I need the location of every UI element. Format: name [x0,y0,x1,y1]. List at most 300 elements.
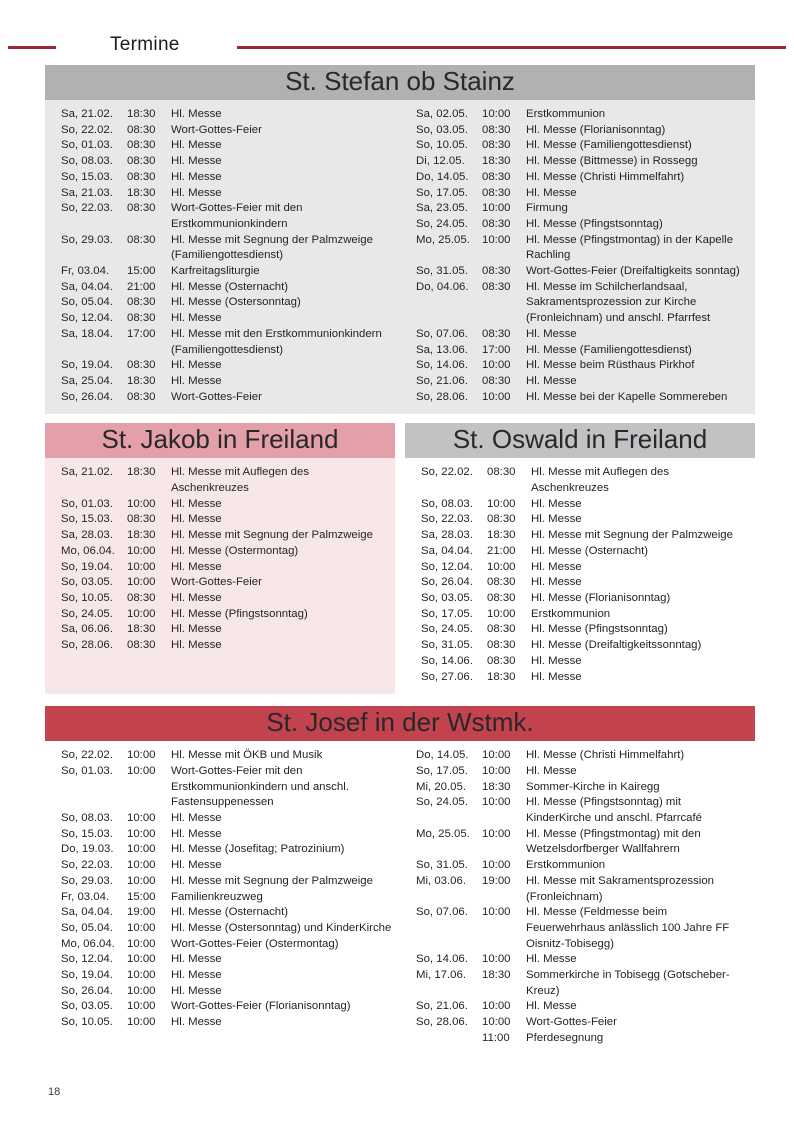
schedule-row [405,670,755,686]
entry-date: So, 14.06. [416,359,468,372]
schedule-row [405,638,755,654]
entry-desc: Wort-Gottes-Feier [526,1016,617,1029]
entry-desc: Hl. Messe (Christi Himmelfahrt) [526,749,685,762]
schedule-row [400,390,755,406]
schedule-row [400,905,755,952]
entry-date: So, 14.06. [421,654,473,667]
entry-time: 08:30 [127,170,156,183]
entry-date: So, 22.03. [61,859,113,872]
entry-desc: Hl. Messe mit den Erstkommunionkindern (Familiengottesdienst) [171,327,382,356]
entry-date: So, 15.03. [61,513,113,526]
entry-desc: Hl. Messe [171,827,222,840]
entry-date: Fr, 03.04. [61,265,110,278]
schedule-row [405,560,755,576]
schedule-row [405,497,755,513]
schedule-row [45,512,395,528]
schedule-row [400,327,755,343]
section-st-jakob-in-freiland [45,423,395,694]
entry-time: 10:00 [127,812,156,825]
schedule-row [400,374,755,390]
entry-desc: Hl. Messe (Pfingstsonntag) mit KinderKirche und anschl. Pfarrcafé [526,796,703,825]
entry-desc: Hl. Messe [526,327,577,340]
schedule-row [400,968,755,999]
schedule-row [45,374,400,390]
entry-date: So, 28.06. [61,639,113,652]
entry-date: Sa, 21.02. [61,108,113,120]
schedule-row [45,748,400,764]
entry-desc: Hl. Messe [171,108,222,120]
entry-time: 10:00 [482,359,511,372]
entry-time: 18:30 [127,374,156,387]
entry-time: 18:30 [127,529,156,542]
entry-time: 08:30 [127,155,156,168]
entry-time: 08:30 [127,139,156,152]
entry-desc: Hl. Messe [171,969,222,982]
entry-desc: Hl. Messe beim Rüsthaus Pirkhof [526,359,695,372]
entry-time: 10:00 [127,953,156,966]
entry-desc: Hl. Messe (Josefitag; Patrozinium) [171,843,345,856]
schedule-column-left [45,107,400,405]
schedule-row [400,999,755,1015]
schedule-row [45,544,395,560]
schedule-row [400,280,755,327]
entry-desc: Hl. Messe [171,139,222,152]
schedule-row [45,890,400,906]
entry-date: So, 31.05. [416,265,468,278]
schedule-row [400,952,755,968]
schedule-row [45,575,395,591]
entry-date: So, 01.03. [61,139,113,152]
schedule-row [45,968,400,984]
entry-time: 08:30 [482,265,511,278]
schedule-row [400,107,755,123]
schedule-row [400,343,755,359]
entry-time: 18:30 [127,466,156,479]
entry-desc: Hl. Messe [526,953,577,966]
entry-time: 10:00 [127,749,156,762]
schedule-row [45,138,400,154]
entry-time: 10:00 [127,544,156,557]
entry-desc: Hl. Messe mit Sakramentsprozession (Fronleichnam) [526,874,715,903]
entry-date: Sa, 18.04. [61,327,113,340]
entry-date: Sa, 25.04. [61,374,113,387]
entry-desc: Hl. Messe (Feldmesse beim Feuerwehrhaus anlässlich 100 Jahre FF Oisnitz-Tobisegg) [526,906,730,950]
schedule-row [45,921,400,937]
entry-desc: Hl. Messe [526,374,577,387]
entry-time: 10:00 [482,827,511,840]
entry-desc: Hl. Messe [171,623,222,636]
entry-time: 10:00 [127,984,156,997]
schedule-row [45,264,400,280]
entry-time: 10:00 [487,607,516,620]
schedule-st-josef [45,741,755,1055]
schedule-row [405,654,755,670]
entry-desc: Hl. Messe [171,953,222,966]
entry-time: 18:30 [127,623,156,636]
schedule-row [405,575,755,591]
entry-desc: Hl. Messe (Florianisonntag) [526,123,666,136]
schedule-row [45,528,395,544]
entry-time: 10:00 [127,607,156,620]
header-rule-left [8,46,56,49]
entry-date: Do, 04.06. [416,280,469,293]
entry-date: So, 26.04. [421,576,473,589]
entry-desc: Hl. Messe mit Segnung der Palmzweige [171,529,373,542]
entry-date: Do, 19.03. [61,843,114,856]
entry-time: 08:30 [487,576,516,589]
entry-time: 10:00 [127,560,156,573]
entry-desc: Sommer-Kirche in Kairegg [526,780,660,793]
schedule-row [405,591,755,607]
entry-date: Mo, 25.05. [416,233,470,246]
entry-date: So, 26.04. [61,390,113,403]
schedule-row [400,748,755,764]
schedule-row [45,811,400,827]
entry-date: So, 21.06. [416,374,468,387]
entry-desc: Hl. Messe [531,576,582,589]
entry-time: 10:00 [482,906,511,919]
entry-time: 08:30 [487,513,516,526]
entry-time: 10:00 [482,1016,511,1029]
schedule-st-oswald [405,458,755,694]
schedule-row [45,764,400,811]
content-area [45,65,755,1056]
entry-time: 18:30 [487,670,516,683]
header-rule-right [237,46,786,49]
entry-time: 08:30 [127,390,156,403]
entry-time: 19:00 [482,874,511,887]
entry-date: Mi, 03.06. [416,874,467,887]
entry-time: 08:30 [482,374,511,387]
entry-desc: Hl. Messe [526,764,577,777]
entry-date: So, 22.03. [421,513,473,526]
entry-desc: Hl. Messe bei der Kapelle Sommereben [526,390,728,403]
entry-desc: Hl. Messe [171,859,222,872]
entry-date: Fr, 03.04. [61,890,110,903]
entry-desc: Hl. Messe (Florianisonntag) [531,591,671,604]
entry-time: 08:30 [127,639,156,652]
entry-date: So, 01.03. [61,497,113,510]
entry-date: Sa, 13.06. [416,343,468,356]
schedule-st-jakob [45,458,395,694]
schedule-row [400,217,755,233]
entry-time: 08:30 [482,327,511,340]
entry-date: Do, 14.05. [416,749,469,762]
schedule-row [400,264,755,280]
entry-date: Mo, 25.05. [416,827,470,840]
entry-time: 10:00 [482,202,511,215]
entry-desc: Wort-Gottes-Feier (Florianisonntag) [171,1000,351,1013]
entry-date: So, 14.06. [416,953,468,966]
entry-time: 19:00 [127,906,156,919]
entry-date: So, 22.03. [61,202,113,215]
entry-time: 10:00 [482,233,511,246]
page-number: 18 [48,1086,61,1098]
schedule-st-stefan [45,100,755,414]
entry-date: Sa, 06.06. [61,623,113,636]
entry-desc: Hl. Messe (Pfingstmontag) mit den Wetzelsdorfberger Wallfahrern [526,827,701,856]
schedule-row [405,622,755,638]
schedule-row [45,107,400,123]
entry-date: So, 17.05. [421,607,473,620]
entry-time: 15:00 [127,890,156,903]
schedule-row [45,154,400,170]
entry-desc: Wort-Gottes-Feier (Ostermontag) [171,937,339,950]
schedule-row [45,607,395,623]
schedule-row [45,465,395,496]
entry-date: So, 24.05. [416,217,468,230]
entry-desc: Wort-Gottes-Feier [171,576,262,589]
schedule-row [400,154,755,170]
schedule-row [45,170,400,186]
schedule-row [45,984,400,1000]
entry-date: So, 08.03. [421,497,473,510]
entry-desc: Wort-Gottes-Feier [171,390,262,403]
entry-date: So, 03.05. [416,123,468,136]
schedule-row [45,874,400,890]
entry-desc: Hl. Messe (Osternacht) [171,280,289,293]
entry-time: 10:00 [482,764,511,777]
entry-time: 10:00 [127,843,156,856]
entry-date: Sa, 23.05. [416,202,468,215]
entry-desc: Wort-Gottes-Feier (Dreifaltigkeits sonntag) [526,265,740,278]
section-title-st-stefan: St. Stefan ob Stainz [45,65,755,100]
entry-desc: Hl. Messe [531,560,582,573]
entry-desc: Hl. Messe [526,186,577,199]
entry-date: So, 22.02. [61,123,113,136]
entry-date: Mi, 20.05. [416,780,467,793]
schedule-column-right [400,107,755,405]
entry-date: So, 07.06. [416,906,468,919]
entry-time: 08:30 [482,170,511,183]
schedule-row [400,1015,755,1031]
entry-time: 08:30 [482,186,511,199]
entry-date: So, 31.05. [421,639,473,652]
entry-desc: Erstkommunion [526,859,606,872]
entry-date: So, 10.05. [61,591,113,604]
entry-date: Mo, 06.04. [61,544,115,557]
entry-desc: Hl. Messe mit Auflegen des Aschenkreuzes [531,466,670,495]
entry-desc: Wort-Gottes-Feier [171,123,262,136]
entry-desc: Pferdesegnung [526,1031,604,1044]
entry-desc: Hl. Messe [171,155,222,168]
entry-desc: Wort-Gottes-Feier mit den Erstkommunionkindern [171,202,303,230]
entry-date: Sa, 21.03. [61,186,113,199]
entry-desc: Hl. Messe (Familiengottesdienst) [526,139,692,152]
entry-date: So, 31.05. [416,859,468,872]
section-title-st-jakob: St. Jakob in Freiland [45,423,395,458]
entry-date: So, 10.05. [61,1016,113,1029]
entry-time: 08:30 [127,202,156,215]
entry-date: So, 29.03. [61,874,113,887]
schedule-row [45,1015,400,1031]
page-header [0,36,794,62]
entry-desc: Hl. Messe [171,374,222,387]
entry-time: 10:00 [127,921,156,934]
schedule-row [405,528,755,544]
entry-desc: Hl. Messe [171,984,222,997]
entry-date: So, 19.04. [61,969,113,982]
schedule-row [45,311,400,327]
schedule-row [45,560,395,576]
entry-time: 17:00 [482,343,511,356]
schedule-row [400,138,755,154]
entry-desc: Hl. Messe mit Auflegen des Aschenkreuzes [171,466,310,495]
entry-time: 08:30 [127,591,156,604]
entry-desc: Hl. Messe [171,312,222,325]
entry-date: Sa, 28.03. [61,529,113,542]
entry-date: So, 28.06. [416,1016,468,1029]
entry-desc: Hl. Messe (Ostermontag) [171,544,299,557]
schedule-row [400,858,755,874]
entry-date: So, 07.06. [416,327,468,340]
entry-date: So, 19.04. [61,359,113,372]
schedule-row [400,123,755,139]
section-title-st-oswald: St. Oswald in Freiland [405,423,755,458]
entry-date: So, 17.05. [416,764,468,777]
schedule-row [45,390,400,406]
entry-date: Mi, 17.06. [416,969,467,982]
entry-time: 21:00 [127,280,156,293]
entry-time: 08:30 [127,312,156,325]
entry-date: Sa, 21.02. [61,466,113,479]
entry-desc: Hl. Messe [531,513,582,526]
schedule-row [45,186,400,202]
entry-desc: Hl. Messe [171,513,222,526]
entry-time: 08:30 [127,513,156,526]
schedule-row [400,795,755,826]
entry-desc: Hl. Messe (Osternacht) [171,906,289,919]
entry-desc: Hl. Messe (Dreifaltigkeitssonntag) [531,639,702,652]
entry-desc: Hl. Messe (Christi Himmelfahrt) [526,170,685,183]
entry-desc: Hl. Messe [171,186,222,199]
entry-time: 10:00 [487,560,516,573]
entry-time: 08:30 [487,623,516,636]
entry-time: 10:00 [127,937,156,950]
entry-desc: Hl. Messe (Pfingstsonntag) [531,623,668,636]
entry-date: So, 05.04. [61,921,113,934]
entry-date: So, 27.06. [421,670,473,683]
entry-time: 10:00 [127,1016,156,1029]
entry-desc: Karfreitagsliturgie [171,265,260,278]
entry-desc: Sommerkirche in Tobisegg (Gotscheber-Kreuz) [526,969,730,997]
schedule-row [400,201,755,217]
entry-time: 18:30 [482,969,511,982]
schedule-row [400,874,755,905]
entry-date: So, 03.05. [421,591,473,604]
entry-time: 15:00 [127,265,156,278]
section-st-josef-in-der-wstmk [45,706,755,1055]
entry-date: Mo, 06.04. [61,937,115,950]
page-title: Termine [110,34,180,55]
entry-date: So, 26.04. [61,984,113,997]
entry-date: Sa, 04.04. [61,906,113,919]
entry-date: So, 15.03. [61,170,113,183]
schedule-column-left [45,748,400,1046]
entry-time: 10:00 [482,749,511,762]
entry-desc: Hl. Messe [171,591,222,604]
entry-desc: Hl. Messe im Schilcherlandsaal, Sakramentsprozession zur Kirche (Fronleichnam) und anschl. Pfarrfest [526,280,711,325]
schedule-row [45,858,400,874]
schedule-row [45,280,400,296]
entry-desc: Hl. Messe [531,670,582,683]
schedule-row [400,170,755,186]
entry-time: 08:30 [127,233,156,246]
entry-time: 18:30 [482,780,511,793]
entry-time: 10:00 [482,859,511,872]
entry-time: 10:00 [127,874,156,887]
entry-time: 08:30 [487,654,516,667]
schedule-row [400,233,755,264]
entry-desc: Hl. Messe mit Segnung der Palmzweige (Familiengottesdienst) [171,233,373,262]
schedule-row [45,295,400,311]
entry-time: 10:00 [482,796,511,809]
entry-desc: Wort-Gottes-Feier mit den Erstkommunionkindern und anschl. Fastensuppenessen [171,764,349,809]
entry-time: 10:00 [127,1000,156,1013]
entry-date: So, 15.03. [61,827,113,840]
entry-date: So, 08.03. [61,812,113,825]
entry-date: So, 17.05. [416,186,468,199]
entry-time: 08:30 [482,123,511,136]
entry-desc: Firmung [526,202,568,215]
entry-desc: Hl. Messe mit Segnung der Palmzweige [531,529,733,542]
entry-date: Do, 14.05. [416,170,469,183]
schedule-row [45,123,400,139]
entry-desc: Hl. Messe mit Segnung der Palmzweige [171,874,373,887]
schedule-row [405,465,755,496]
entry-date: So, 24.05. [416,796,468,809]
schedule-row [45,497,395,513]
entry-desc: Hl. Messe [526,1000,577,1013]
entry-desc: Hl. Messe (Osternacht) [531,544,649,557]
entry-date: So, 03.05. [61,576,113,589]
entry-desc: Hl. Messe [171,359,222,372]
entry-date: Sa, 04.04. [421,544,473,557]
entry-time: 10:00 [487,497,516,510]
schedule-row [405,512,755,528]
entry-date: So, 28.06. [416,390,468,403]
entry-desc: Erstkommunion [526,108,606,120]
entry-time: 10:00 [127,576,156,589]
entry-time: 08:30 [482,217,511,230]
schedule-row [400,186,755,202]
entry-date: So, 01.03. [61,764,113,777]
entry-desc: Hl. Messe [171,497,222,510]
schedule-row [45,937,400,953]
entry-time: 18:30 [482,155,511,168]
entry-date: So, 12.04. [421,560,473,573]
entry-time: 11:00 [482,1031,510,1044]
entry-time: 10:00 [127,969,156,982]
entry-time: 08:30 [482,139,511,152]
entry-desc: Familienkreuzweg [171,890,263,903]
schedule-row [45,201,400,232]
entry-time: 10:00 [127,764,156,777]
entry-time: 10:00 [127,497,156,510]
schedule-row [400,1031,755,1047]
entry-time: 10:00 [482,108,511,120]
entry-desc: Hl. Messe [171,812,222,825]
entry-time: 10:00 [127,859,156,872]
entry-date: So, 08.03. [61,155,113,168]
schedule-row [45,905,400,921]
entry-date: So, 24.05. [61,607,113,620]
entry-desc: Hl. Messe [531,497,582,510]
entry-desc: Hl. Messe (Pfingstsonntag) [526,217,663,230]
entry-date: So, 21.06. [416,1000,468,1013]
schedule-row [45,952,400,968]
entry-time: 08:30 [127,123,156,136]
